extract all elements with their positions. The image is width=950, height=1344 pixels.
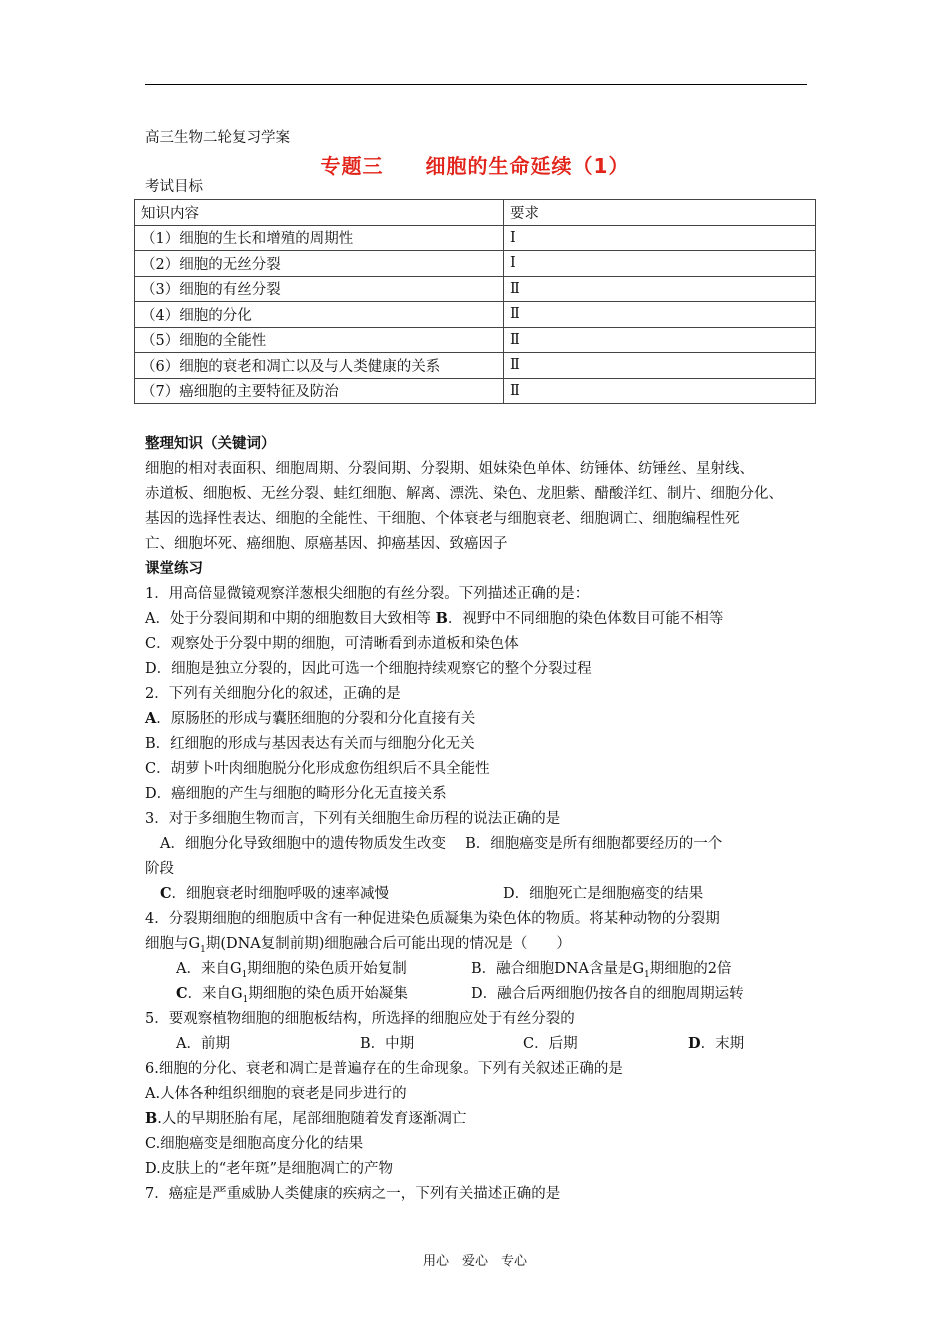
question-3-options-ab: A．细胞分化导致细胞中的遗传物质发生改变 B．细胞癌变是所有细胞都要经历的一个 — [160, 836, 723, 852]
goal-level: Ⅰ — [504, 225, 816, 251]
table-row — [135, 302, 816, 328]
question-4-stem-cont — [145, 934, 571, 960]
goal-content: （4）细胞的分化 — [135, 302, 504, 328]
stem-text: 细胞与G — [145, 936, 201, 952]
question-1-stem: 1．用高倍显微镜观察洋葱根尖细胞的有丝分裂。下列描述正确的是： — [145, 586, 590, 602]
question-4-option-c — [176, 984, 408, 1010]
question-3-option-d: D．细胞死亡是细胞癌变的结果 — [503, 886, 704, 902]
course-label: 高三生物二轮复习学案 — [145, 130, 290, 146]
question-5-option-c: C．后期 — [523, 1036, 578, 1052]
question-1-option-d: D．细胞是独立分裂的，因此可选一个细胞持续观察它的整个分裂过程 — [145, 661, 592, 677]
question-6-option-a: A.人体各种组织细胞的衰老是同步进行的 — [145, 1086, 407, 1102]
goal-content: （5）细胞的全能性 — [135, 327, 504, 353]
option-b: .人的早期胚胎有尾，尾部细胞随着发育逐渐凋亡 — [157, 1111, 467, 1127]
question-2-option-b: B．红细胞的形成与基因表达有关而与细胞分化无关 — [145, 736, 475, 752]
question-7-stem: 7．癌症是严重威胁人类健康的疾病之一，下列有关描述正确的是 — [145, 1186, 561, 1202]
subscript: 1 — [644, 969, 650, 980]
answer-letter: B — [145, 1110, 158, 1127]
goal-level: Ⅱ — [504, 302, 816, 328]
goal-level: Ⅰ — [504, 251, 816, 277]
answer-letter: D — [688, 1035, 701, 1052]
column-header-level: 要求 — [504, 200, 816, 226]
keywords-line: 基因的选择性表达、细胞的全能性、干细胞、个体衰老与细胞衰老、细胞调亡、细胞编程性死 — [145, 511, 740, 527]
goal-content: （3）细胞的有丝分裂 — [135, 276, 504, 302]
column-header-content: 知识内容 — [135, 200, 504, 226]
question-6-option-b — [145, 1109, 466, 1129]
answer-letter: C — [160, 885, 172, 902]
goal-level: Ⅱ — [504, 353, 816, 379]
question-2-option-a — [145, 709, 475, 729]
question-5-stem: 5．要观察植物细胞的细胞板结构，所选择的细胞应处于有丝分裂的 — [145, 1011, 575, 1027]
option-c: ．细胞衰老时细胞呼吸的速率减慢 — [171, 886, 390, 902]
keywords-line: 亡、细胞坏死、癌细胞、原癌基因、抑癌基因、致癌因子 — [145, 536, 508, 552]
question-6-option-d: D.皮肤上的“老年斑”是细胞凋亡的产物 — [145, 1161, 394, 1177]
question-1-option-c: C．观察处于分裂中期的细胞，可清晰看到赤道板和染色体 — [145, 636, 519, 652]
question-3-stem: 3．对于多细胞生物而言，下列有关细胞生命历程的说法正确的是 — [145, 811, 561, 827]
table-row — [135, 378, 816, 404]
keywords-line: 细胞的相对表面积、细胞周期、分裂间期、分裂期、姐妹染色单体、纺锤体、纺锤丝、星射线、 — [145, 461, 754, 477]
question-3-options-ab-cont: 阶段 — [145, 861, 174, 877]
question-5-option-d — [688, 1034, 744, 1054]
option-text: 期细胞的染色质开始复制 — [247, 961, 407, 977]
goal-level: Ⅱ — [504, 378, 816, 404]
goal-content: （7）癌细胞的主要特征及防治 — [135, 378, 504, 404]
question-4-stem: 4．分裂期细胞的细胞质中含有一种促进染色质凝集为染色体的物质。将某种动物的分裂期 — [145, 911, 720, 927]
keywords-heading: 整理知识（关键词） — [145, 435, 276, 452]
stem-text: 期(DNA复制前期)细胞融合后可能出现的情况是（ ） — [205, 936, 571, 952]
page-title: 专题三 细胞的生命延续（1） — [320, 154, 630, 178]
goal-content: （2）细胞的无丝分裂 — [135, 251, 504, 277]
table-row — [135, 327, 816, 353]
table-row — [135, 276, 816, 302]
goals-heading: 考试目标 — [145, 179, 203, 195]
option-b: ．视野中不同细胞的染色体数目可能不相等 — [447, 611, 724, 627]
question-2-stem: 2．下列有关细胞分化的叙述，正确的是 — [145, 686, 401, 702]
question-4-option-b — [471, 959, 732, 985]
subscript: 1 — [200, 944, 206, 955]
goal-level: Ⅱ — [504, 327, 816, 353]
question-5-option-b: B．中期 — [360, 1036, 415, 1052]
question-1-options-ab — [145, 609, 723, 629]
table-row — [135, 225, 816, 251]
goals-table — [134, 199, 816, 404]
keywords-line: 赤道板、细胞板、无丝分裂、蛙红细胞、解离、漂洗、染色、龙胆紫、醋酸洋红、制片、细胞分化、 — [145, 486, 783, 502]
subscript: 1 — [241, 969, 248, 980]
page-footer: 用心 爱心 专心 — [422, 1254, 527, 1269]
question-6-stem: 6.细胞的分化、衰老和凋亡是普遍存在的生命现象。下列有关叙述正确的是 — [145, 1061, 623, 1077]
question-4-option-a — [176, 959, 407, 985]
option-text: ．来自G — [187, 986, 243, 1002]
answer-letter: C — [176, 985, 188, 1002]
answer-letter: A — [145, 710, 157, 727]
subscript: 1 — [242, 994, 249, 1005]
option-text: 期细胞的2倍 — [649, 961, 732, 977]
option-a: A．处于分裂间期和中期的细胞数目大致相等 — [145, 611, 431, 627]
question-3-option-c — [160, 884, 389, 904]
answer-letter: B — [435, 610, 448, 627]
option-text: 期细胞的染色质开始凝集 — [248, 986, 408, 1002]
table-header-row — [135, 200, 816, 226]
option-a: ．原肠胚的形成与囊胚细胞的分裂和分化直接有关 — [156, 711, 476, 727]
question-5-option-a: A．前期 — [176, 1036, 230, 1052]
option-text: B．融合细胞DNA含量是G — [471, 961, 645, 977]
goal-level: Ⅱ — [504, 276, 816, 302]
question-2-option-d: D．癌细胞的产生与细胞的畸形分化无直接关系 — [145, 786, 447, 802]
question-2-option-c: C．胡萝卜叶肉细胞脱分化形成愈伤组织后不具全能性 — [145, 761, 490, 777]
goal-content: （1）细胞的生长和增殖的周期性 — [135, 225, 504, 251]
table-row — [135, 353, 816, 379]
question-4-option-d: D．融合后两细胞仍按各自的细胞周期运转 — [471, 986, 744, 1002]
question-6-option-c: C.细胞癌变是细胞高度分化的结果 — [145, 1136, 364, 1152]
header-rule — [145, 84, 807, 85]
goal-content: （6）细胞的衰老和凋亡以及与人类健康的关系 — [135, 353, 504, 379]
practice-heading: 课堂练习 — [145, 560, 203, 577]
option-d: ．末期 — [700, 1036, 745, 1052]
table-row — [135, 251, 816, 277]
option-text: A．来自G — [176, 961, 242, 977]
